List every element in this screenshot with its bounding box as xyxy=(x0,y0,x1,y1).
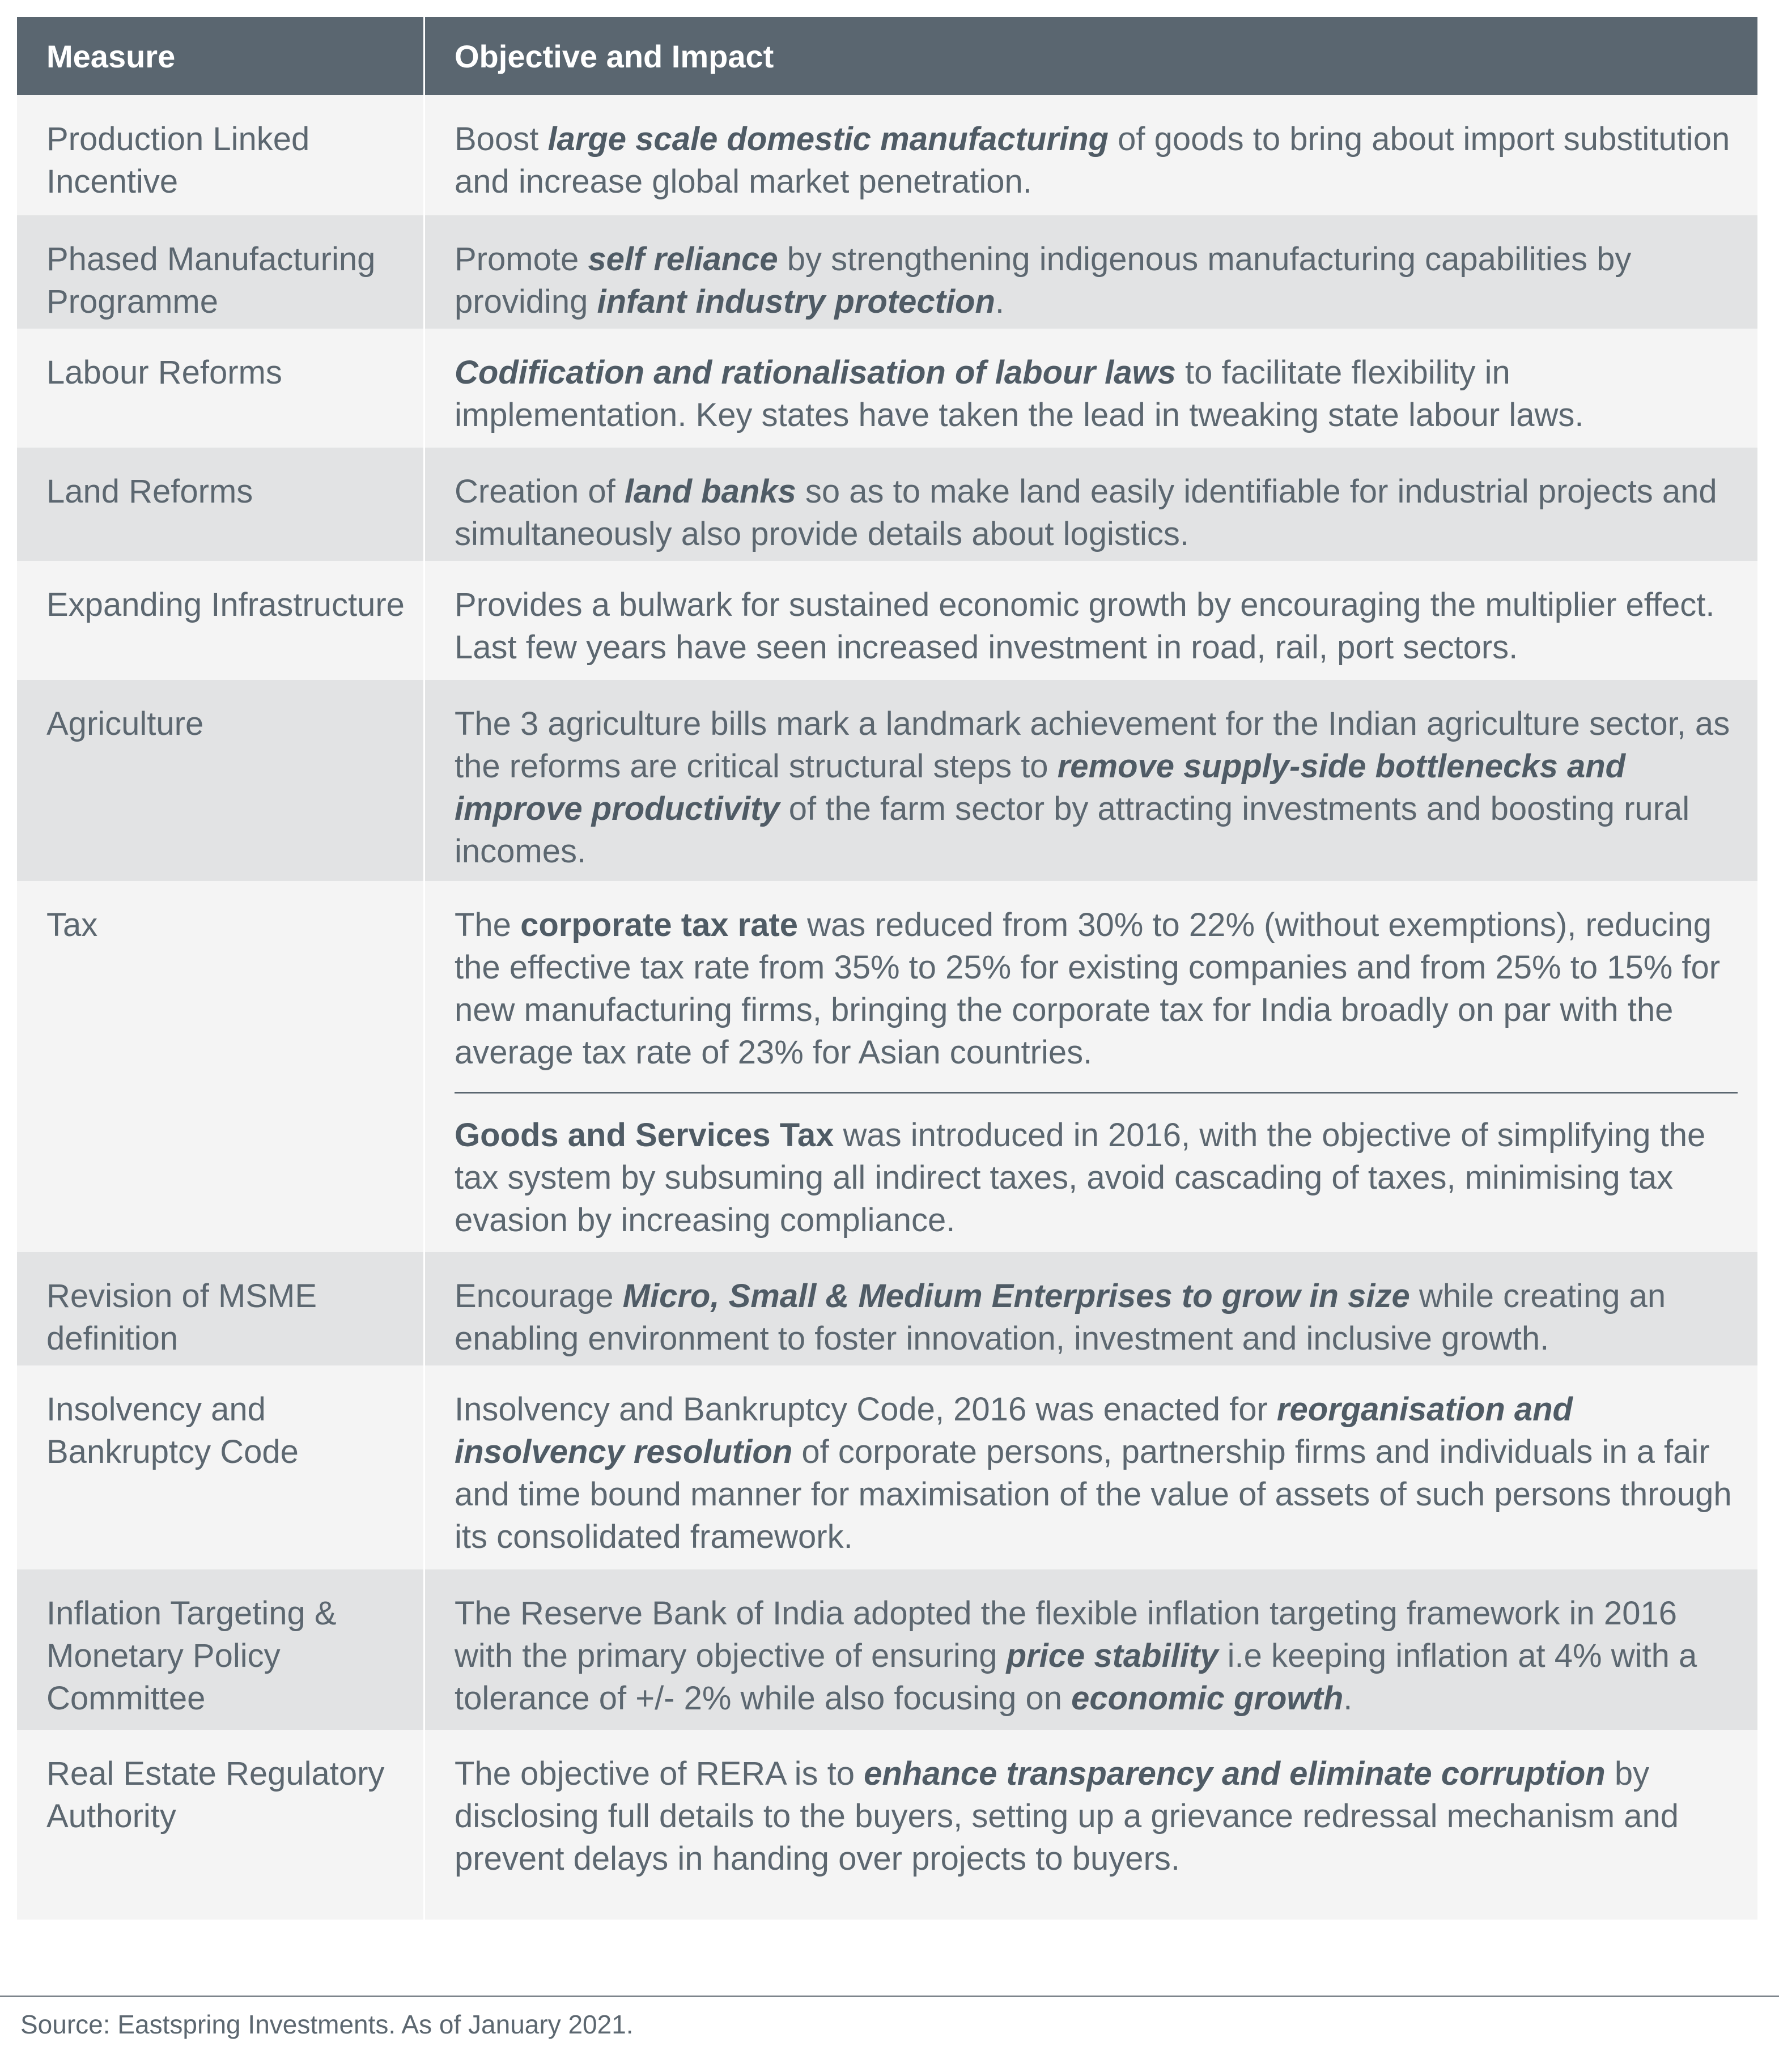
header-objective: Objective and Impact xyxy=(455,38,774,74)
tax-paragraph-corporate xyxy=(455,904,1735,1074)
body-text: Boost xyxy=(455,121,548,158)
emphasis-text: infant industry protection xyxy=(597,283,995,320)
bold-text: corporate tax rate xyxy=(520,907,799,943)
table-row xyxy=(17,1365,1757,1569)
table-row xyxy=(17,448,1757,561)
tax-divider xyxy=(455,1092,1738,1094)
measure-cell: Inflation Targeting & Monetary Policy Committee xyxy=(17,1569,425,1730)
table-row xyxy=(17,1252,1757,1365)
objective-cell xyxy=(425,329,1757,448)
reforms-table xyxy=(17,17,1757,1920)
table-header xyxy=(17,17,1757,95)
source-note: Source: Eastspring Investments. As of January 2021. xyxy=(20,2010,634,2039)
emphasis-text: price stability xyxy=(1006,1637,1218,1674)
body-text: of the farm sector by attracting investments and boosting rural incomes. xyxy=(455,790,1690,870)
table-row xyxy=(17,1569,1757,1730)
measure-cell: Phased Manufacturing Programme xyxy=(17,215,425,329)
measure-cell: Labour Reforms xyxy=(17,329,425,448)
header-measure: Measure xyxy=(17,17,425,95)
measure-cell: Insolvency and Bankruptcy Code xyxy=(17,1365,425,1569)
footer-divider xyxy=(0,1996,1779,1997)
objective-cell xyxy=(425,215,1757,329)
objective-cell xyxy=(425,1569,1757,1730)
body-text: Insolvency and Bankruptcy Code, 2016 was enacted for xyxy=(455,1391,1277,1428)
measure-cell: Production Linked Incentive xyxy=(17,95,425,215)
emphasis-text: self reliance xyxy=(588,241,778,278)
body-text: by strengthening indigenous manufacturing capabilities by providing xyxy=(455,241,1632,320)
body-text: . xyxy=(1343,1680,1353,1717)
table-row xyxy=(17,1730,1757,1920)
emphasis-text: Micro, Small & Medium Enterprises to grow in size xyxy=(622,1278,1410,1314)
objective-cell xyxy=(425,561,1757,680)
emphasis-text: reorganisation and insolvency resolution xyxy=(455,1391,1573,1470)
objective-cell xyxy=(425,95,1757,215)
emphasis-text: large scale domestic manufacturing xyxy=(547,121,1109,158)
body-text: of corporate persons, partnership firms and individuals in a fair and time bound manner for maximisation of the value of assets of such persons through its consolidated framework. xyxy=(455,1433,1732,1555)
emphasis-text: enhance transparency and eliminate corruption xyxy=(864,1755,1606,1792)
tax-paragraph-gst xyxy=(455,1114,1735,1241)
body-text: The Reserve Bank of India adopted the flexible inflation targeting framework in 2016 with the primary objective of ensuring xyxy=(455,1595,1677,1674)
measure-cell: Real Estate Regulatory Authority xyxy=(17,1730,425,1920)
objective-cell xyxy=(425,1365,1757,1569)
body-text: . xyxy=(995,283,1005,320)
table-row xyxy=(17,680,1757,881)
body-text: Provides a bulwark for sustained economic growth by encouraging the multiplier effect. Last few years have seen increased investment in road, rail, port sectors. xyxy=(455,586,1715,666)
body-text: Creation of xyxy=(455,473,625,510)
body-text: The xyxy=(455,907,521,943)
table-row xyxy=(17,881,1757,1252)
emphasis-text: remove supply-side bottlenecks and improve productivity xyxy=(455,748,1626,827)
body-text: Encourage xyxy=(455,1278,623,1314)
body-text: i.e keeping inflation at 4% with a tolerance of +/- 2% while also focusing on xyxy=(455,1637,1697,1717)
objective-cell xyxy=(425,1252,1757,1365)
measure-cell: Land Reforms xyxy=(17,448,425,561)
body-text: by disclosing full details to the buyers, setting up a grievance redressal mechanism and prevent delays in handing over projects to buyers. xyxy=(455,1755,1679,1877)
table-row xyxy=(17,215,1757,329)
body-text: was reduced from 30% to 22% (without exemptions), reducing the effective tax rate from 35% to 25% for existing companies and from 25% to 15% for new manufacturing firms, bringing the corporate tax for India broadly on par with the average tax rate of 23% for Asian countries. xyxy=(455,907,1721,1071)
table-row xyxy=(17,561,1757,680)
body-text: of goods to bring about import substitution and increase global market penetration. xyxy=(455,121,1730,200)
measure-cell: Revision of MSME definition xyxy=(17,1252,425,1365)
measure-cell: Tax xyxy=(17,881,425,1252)
table-row xyxy=(17,95,1757,215)
table-row xyxy=(17,329,1757,448)
objective-cell xyxy=(425,1730,1757,1920)
measure-cell: Expanding Infrastructure xyxy=(17,561,425,680)
bold-text: Goods and Services Tax xyxy=(455,1117,834,1154)
body-text: Promote xyxy=(455,241,588,278)
objective-cell xyxy=(425,448,1757,561)
body-text: was introduced in 2016, with the objective of simplifying the tax system by subsuming all indirect taxes, avoid cascading of taxes, minimising tax evasion by increasing compliance. xyxy=(455,1117,1706,1239)
body-text: while creating an enabling environment to foster innovation, investment and inclusive growth. xyxy=(455,1278,1666,1357)
body-text: The objective of RERA is to xyxy=(455,1755,864,1792)
objective-cell xyxy=(425,881,1757,1252)
body-text: The 3 agriculture bills mark a landmark achievement for the Indian agriculture sector, as the reforms are critical structural steps to xyxy=(455,705,1730,785)
emphasis-text: Codification and rationalisation of labour laws xyxy=(455,354,1176,391)
emphasis-text: economic growth xyxy=(1071,1680,1344,1717)
body-text: to facilitate flexibility in implementation. Key states have taken the lead in tweaking state labour laws. xyxy=(455,354,1584,433)
emphasis-text: land banks xyxy=(624,473,796,510)
body-text: so as to make land easily identifiable for industrial projects and simultaneously also provide details about logistics. xyxy=(455,473,1717,552)
measure-cell: Agriculture xyxy=(17,680,425,881)
objective-cell xyxy=(425,680,1757,881)
